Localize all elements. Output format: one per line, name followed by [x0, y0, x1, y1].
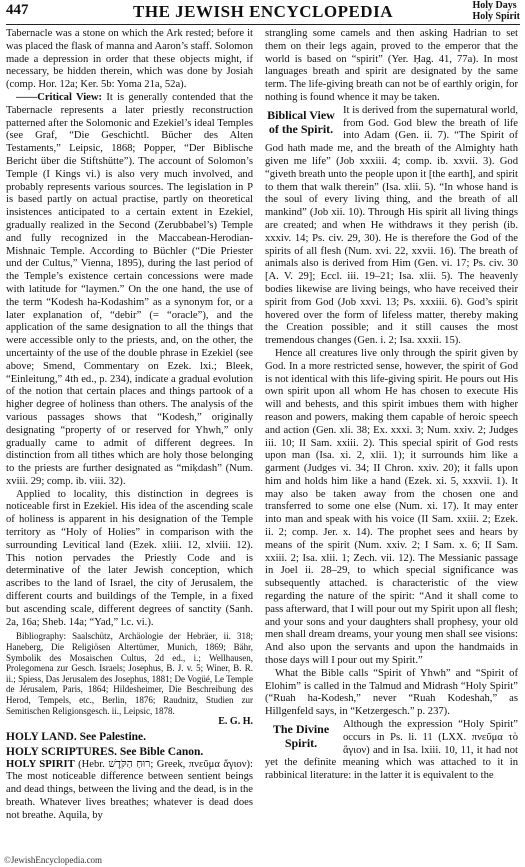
paragraph: Tabernacle was a stone on which the Ark rested; before it was placed the flask of manna and Aaron’s staff. Solomon made a depression in order that these objects might, if necessary, be hidden therein, which was done by Josiah (comp. Hor. 12a; Ker. 5b: Yoma 21a, 52a).: [6, 28, 253, 91]
entry-text: (Hebr. רוּחַ הַקֹּדֶשׁ; Greek, πνεῦμα ἅγιον): The most noticeable difference between sentient beings and dead things, between the living and the dead, is in the breath. Whatever lives breathes; whatever is dead does not breathe. Aquila, by: [6, 758, 253, 821]
running-head-right: [472, 0, 520, 22]
paragraph: Although the expression “Holy Spirit” occurs in Ps. li. 11 (LXX. πνεῦμα τὸ ἅγιον) and in Isa. lxiii. 10, 11, it had not yet the definite meaning which was attached to it in rabbinical literature: in the latter it is equivalent to the: [265, 719, 518, 782]
paragraph-text: It is generally contended that the Tabernacle represents a later priestly reconstruction patterned after the Solomonic and Ezekiel’s ideal Temples (see Graf, “Die Geschichtl. Bücher des Alten Testaments,” Leipsic, 1868; Popper, “Der Biblische Bericht über die Stiftshütte”). The account of Solomon’s Temple (I Kings vi.) is also very much involved, and probably represents various sources. The legislation in P is based partly on actual practise, partly on theoretical insistences anticipated to a certain extent in Ezekiel, gradually realized in the Second (Zerubbabel’s) Temple and fully recognized in the Maccabean-Herodian-Mishnaic Temple. According to Büchler (“Die Priester und der Cultus,” Vienna, 1895), during the last period of the Temple’s existence certain concessions were made with latitude for “laymen.” On the one hand, the use of the term “Kodesh ha-Kodashim” as a synonym for, or a later explanation of, “debir” (= “oracle”), and the application of the same designation to all the things that were accessible only to the priests, and, on the other, the uncertainty of the use of the double phrase in Ezekiel (see above; Smend, Commentary on Ezek. lxi.; Bleek, “Einleitung,” 4th ed., p. 234), indicate a gradual evolution of the notion that certain places and things partook of a higher degree of holiness than others. The analysis of the various passages shows that “Kodesh,” originally designating “property of or reserved for Yhwh,” only gradually came to admit of different degrees. In distinction from all tithes which are holy those belonging to the priests are further designated as “miḳdash” (Num. xviii. 29; comp. ib. viii. 32).: [6, 91, 253, 487]
paragraph: What the Bible calls “Spirit of Yhwh” and “Spirit of Elohim” is called in the Talmud and Midrash “Holy Spirit” (“Ruah ha-Kodesh,” never “Ruah Kodeshah,” as Hillgenfeld says, in “Ketzergesch.” p. 237).: [265, 667, 518, 718]
page-number: 447: [6, 2, 29, 18]
right-column: [265, 28, 518, 783]
paragraph: strangling some camels and then asking Hadrian to set them on their legs again, proved to the emperor that the world is based on “spirit” (Yer. Ḥag. 41, 77a). In most languages breath and spirit are designated by the same term. The life-giving breath can not be of earthly origin, for nothing is found whence it may be taken.: [265, 28, 518, 103]
paragraph: Applied to locality, this distinction in degrees is noticeable first in Ezekiel. His idea of the ascending scale of holiness is apparent in his designation of the Temple territory as “Holy of Holies” in comparison with the surrounding Levitical land (Ezek. xliii. 12, xlviii. 12). This notion pervades the Priestly Code and is determinative of the later Jewish conception, which ascribes to the land of Israel, the city of Jerusalem, the different courts and buildings of the Temple, in a fixed but ascending scale, different degrees of sanctity (Sanh. 2a, 16a; Sheb. 14a; “Yad,” l.c. vi.).: [6, 488, 253, 628]
author-signature: E. G. H.: [218, 716, 253, 728]
bibliography: Bibliography: Saalschütz, Archäologie der Hebräer, ii. 318; Haneberg, Die Religiösen Altertümer, Munich, 1869; Bähr, Symbolik des Mosaischen Cultus, 2d ed., i.; Wellhausen, Prolegomena zur Gesch. Israels; Josephus, B. J. v. 5; Winer, B. R. ii.; Spiess, Das Jerusalem des Josephus, 1881; De Vogüé, Le Temple de Jérusalem, Paris, 1864; Hildesheimer, Die Beschreibung des Herod, Tempels, etc., Berlin, 1876; Raudnitz, Studien zur Semitischen Religionsgesch. ii., Leipsic, 1878.: [6, 631, 253, 716]
entry-holy-land: HOLY LAND. See Palestine.: [6, 731, 147, 743]
entry-holy-scriptures: HOLY SCRIPTURES. See Bible Canon.: [6, 745, 204, 758]
left-column: [6, 28, 253, 823]
copyright-footer: ©JewishEncyclopedia.com: [4, 855, 103, 865]
running-title: THE JEWISH ENCYCLOPEDIA: [133, 2, 393, 21]
entry-holy-spirit: [6, 759, 253, 823]
entry-heading: HOLY SPIRIT: [6, 758, 75, 770]
paragraph: [6, 92, 253, 489]
running-head-line-2: Holy Spirit: [472, 11, 520, 22]
paragraph: It is derived from the supernatural world, from God. God blew the breath of life into Adam (Gen. ii. 7). “The Spirit of God hath made me, and the breath of the Almighty hath given me life” (Job xxxiii. 4; comp. ib. xxvii. 3). God “giveth breath unto the people upon it [the earth], and spirit to them that walk therein” (Isa. xlii. 5). “In whose hand is the soul of every living thing, and the breath of all mankind” (Job xii. 10). Through His spirit all living things are created; and when He withdraws it they perish (ib. xxxiv. 14; Ps. civ. 29, 30). He is therefore the God of the spirits of all flesh (Num. xvi. 22, xxvii. 16). The breath of animals also is derived from Him (Gen. vi. 17; Ps. civ. 30 [A. V. 29]; Eccl. iii. 19–21; Isa. xlii. 5). The heavenly bodies likewise are living beings, who have received their spirit from God (Job xxvi. 13; Ps. xxxiii. 6). God’s spirit hovered over the form of lifeless matter, thereby making the Creation possible; and it still causes the most tremendous changes (Gen. i. 2; Isa. xxxii. 15).: [265, 104, 518, 347]
paragraph: Hence all creatures live only through the spirit given by God. In a more restricted sense, however, the spirit of God is not identical with this life-giving spirit. He pours out His own spirit upon all whom He has chosen to execute His will and behests, and this spirit imbues them with higher reason and powers, making them capable of heroic speech and action (Gen. xli. 38; Ex. xxxi. 3; Num. xxiv. 2; Judges iii. 10; II Sam. xxiii. 2). This special spirit of God rests upon man (Isa. xi. 2, xlii. 1); it surrounds him like a garment (Judges vi. 34; II Chron. xxiv. 20); it falls upon him and holds him like a hand (Ezek. xi. 5, xxxvii. 1). It may also be taken away from the chosen one and transferred to some one else (Num. xi. 17). It may enter into man and speak with his voice (II Sam. xxiii. 2; Ezek. ii. 2; comp. Jer. x. 14). The prophet sees and hears by means of the spirit (Num. xxiv. 2; I Sam. x. 6; II Sam. xxiii. 2; Isa. xlii. 1; Zech. vii. 12). The Messianic passage in Joel ii. 28–29, to which special significance was subsequently attached. is characteristic of the view regarding the nature of the spirit: “And it shall come to pass afterward, that I will pour out my Spirit upon all flesh; and your sons and your daughters shall prophesy, your old men shall dream dreams, your young men shall see visions: And also upon the servants and upon the handmaids in those days will I pour out my Spirit.”: [265, 347, 518, 667]
side-heading: Biblical View of the Spirit.: [267, 107, 335, 136]
side-heading: The Divine Spirit.: [272, 722, 330, 751]
page-header: [6, 0, 520, 25]
running-head-line-1: Holy Days: [472, 0, 517, 11]
section-label: ——Critical View:: [16, 91, 103, 103]
